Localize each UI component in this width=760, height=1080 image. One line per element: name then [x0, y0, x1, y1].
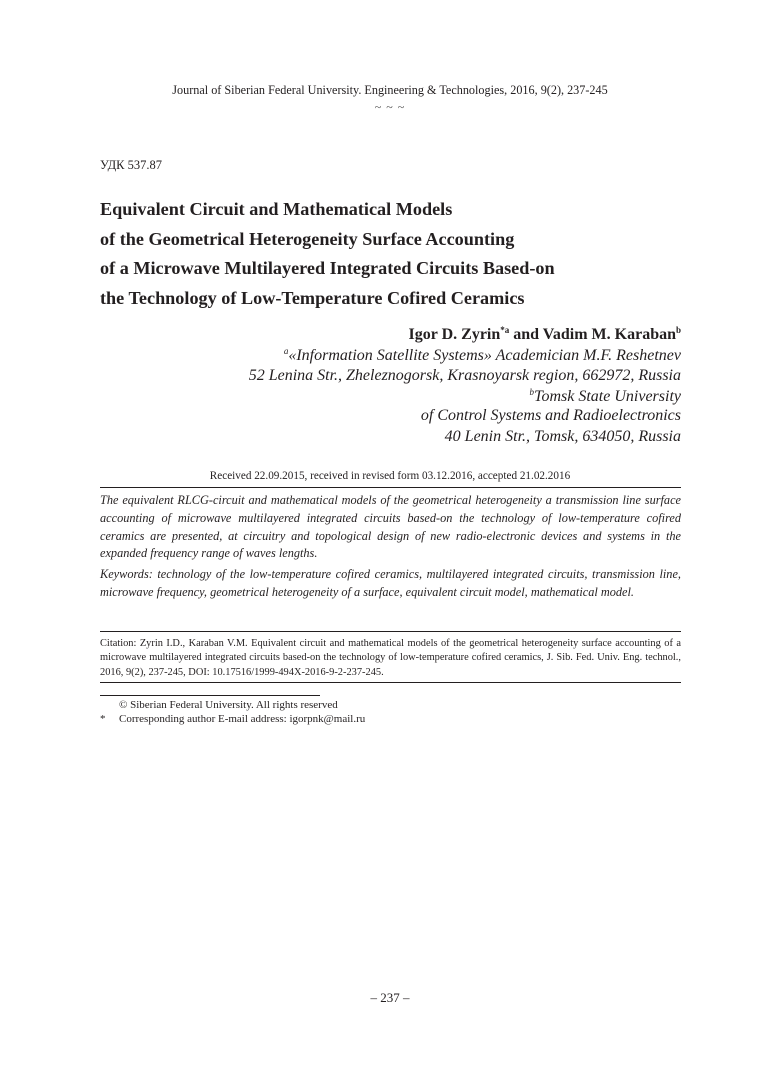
keywords: Keywords: technology of the low-temperature cofired ceramics, multilayered integrated circuits, transmission line, microwave frequency, geometrical heterogeneity of a surface, equivalent circuit model, mathematical model.	[100, 567, 681, 599]
author-1: Igor D. Zyrin	[408, 326, 501, 343]
paper-title	[100, 195, 700, 313]
author-conjunction: and	[509, 326, 543, 343]
journal-header: Journal of Siberian Federal University. Engineering & Technologies, 2016, 9(2), 237-245	[172, 83, 608, 97]
author-2-mark: b	[675, 325, 681, 335]
affiliation-a-mark: a	[283, 346, 289, 356]
title-line-1: Equivalent Circuit and Mathematical Models	[100, 199, 453, 219]
title-line-4: the Technology of Low-Temperature Cofired Ceramics	[100, 287, 525, 308]
affiliation-b-line-2: of Control Systems and Radioelectronics	[420, 407, 681, 424]
author-1-mark: *a	[500, 325, 510, 335]
affiliation-b-line-1	[530, 387, 681, 406]
author-list	[409, 325, 681, 344]
corresponding-text: Corresponding author E-mail address: igorpnk@mail.ru	[119, 713, 366, 725]
abstract: The equivalent RLCG-circuit and mathematical models of the geometrical heterogeneity a transmission line surface accounting of microwave multilayered integrated circuits based-on the technology of low-temperature cofired ceramics are presented, at circuitry and topological design of new radio-electronic devices and systems in the expanded frequency range of waves lengths.	[100, 493, 681, 561]
author-2: Vadim M. Karaban	[542, 326, 676, 343]
affiliation-b-name: Tomsk State University	[534, 388, 681, 405]
received-dates: Received 22.09.2015, received in revised form 03.12.2016, accepted 21.02.2016	[209, 470, 571, 482]
footnote-copyright	[100, 699, 338, 711]
footnote-rule	[100, 695, 320, 696]
affiliation-a-line-1	[284, 346, 681, 365]
affiliation-a-line-2: 52 Lenina Str., Zheleznogorsk, Krasnoyarsk region, 662972, Russia	[248, 367, 681, 384]
footnote-corresponding	[100, 713, 365, 725]
affiliation-b-mark: b	[529, 387, 535, 397]
footnote-mark: *	[100, 713, 106, 725]
title-line-2: of the Geometrical Heterogeneity Surface Accounting	[100, 228, 515, 249]
copyright-text: © Siberian Federal University. All rights reserved	[119, 699, 338, 711]
citation-top-rule	[100, 631, 681, 632]
affiliation-a-name: «Information Satellite Systems» Academician M.F. Reshetnev	[288, 347, 681, 364]
abstract-top-rule	[100, 487, 681, 488]
udk-code: УДК 537.87	[100, 158, 162, 172]
header-separator: ~ ~ ~	[374, 100, 406, 114]
page-number: – 237 –	[370, 990, 410, 1005]
citation-bottom-rule	[100, 682, 681, 683]
affiliation-b-line-3: 40 Lenin Str., Tomsk, 634050, Russia	[444, 428, 681, 445]
citation: Citation: Zyrin I.D., Karaban V.M. Equivalent circuit and mathematical models of the geometrical heterogeneity surface accounting of a microwave multilayered integrated circuits based-on the technology of low-temperature cofired ceramics, J. Sib. Fed. Univ. Eng. technol., 2016, 9(2), 237-245, DOI: 10.17516/1999-494X-2016-9-2-237-245.	[100, 638, 681, 678]
title-line-3: of a Microwave Multilayered Integrated Circuits Based-on	[100, 258, 555, 278]
